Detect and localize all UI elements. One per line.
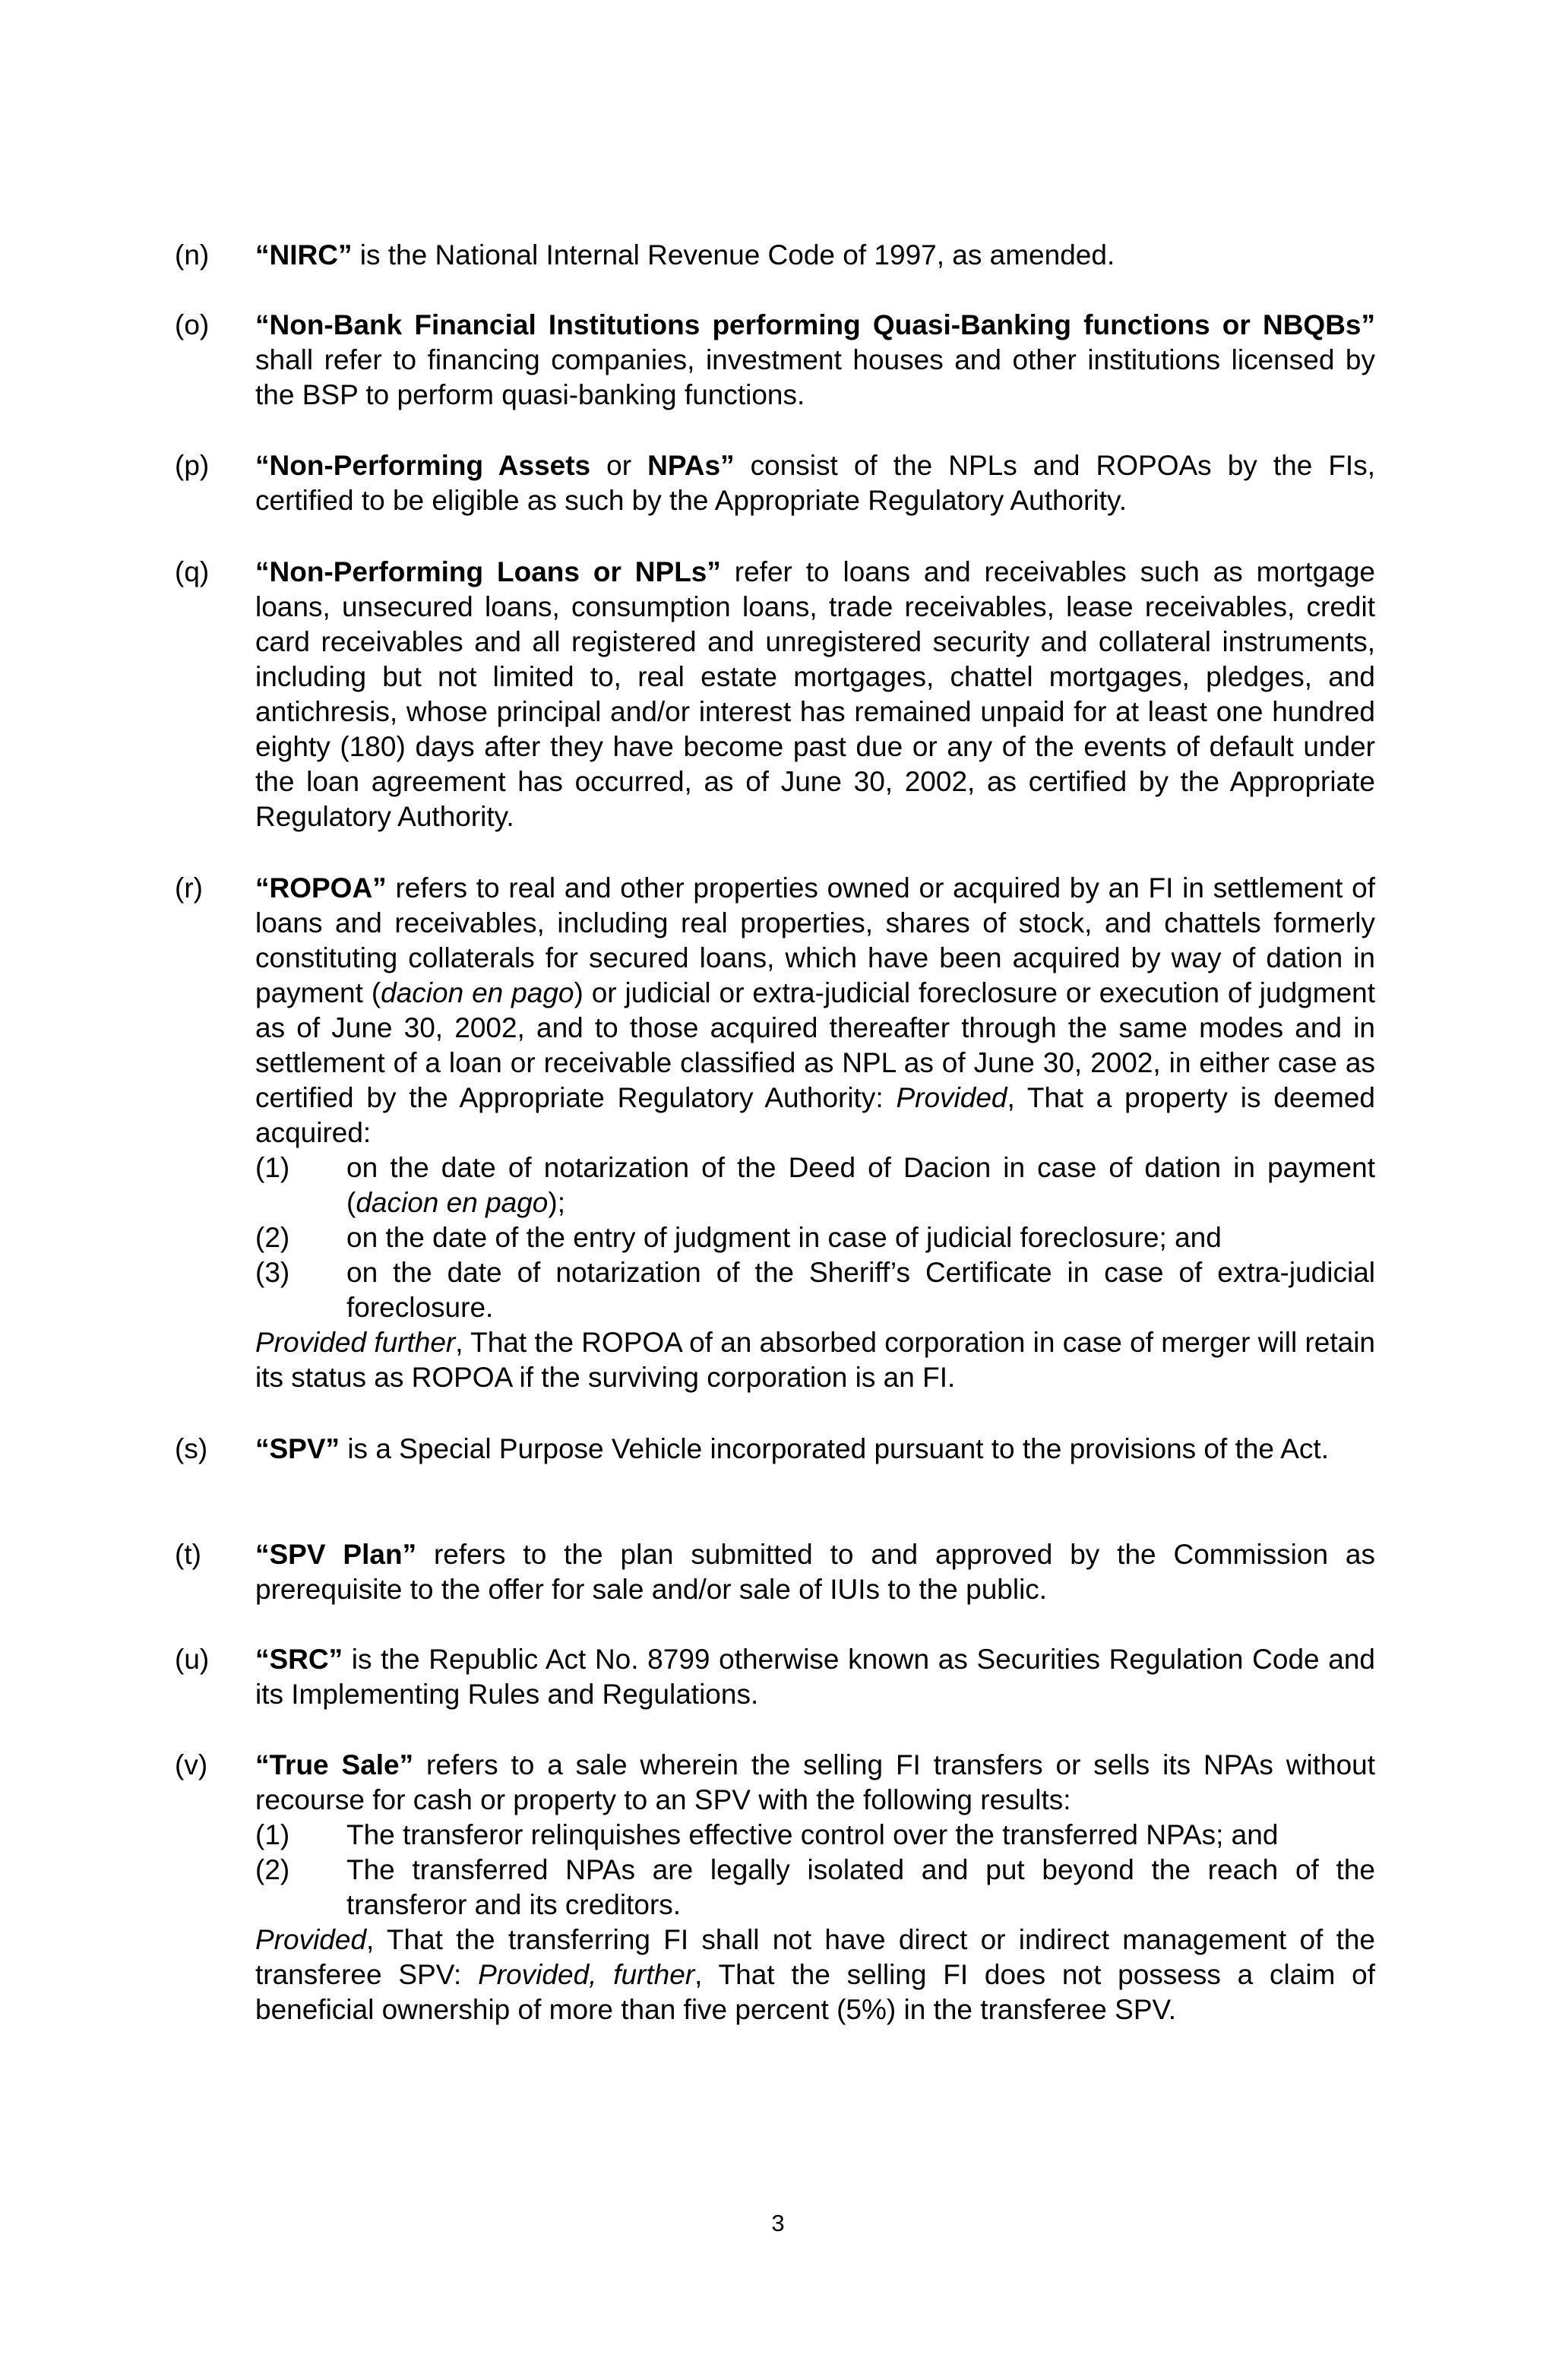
definition-text: “SRC” is the Republic Act No. 8799 otherwise known as Securities Regulation Code and its Implementing Rules and Regulations.	[255, 1644, 1375, 1710]
defined-term: NPAs”	[647, 450, 735, 481]
definition-spv-plan	[175, 1537, 1375, 1607]
definition-nirc	[175, 238, 1375, 273]
definition-text: “Non-Performing Loans or NPLs” refer to loans and receivables such as mortgage loans, unsecured loans, consumption loans, trade receivables, lease receivables, credit card receivables and all registered and unregistered security and collateral instruments, including but not limited to, real estate mortgages, chattel mortgages, pledges, and antichresis, whose principal and/or interest has remained unpaid for at least one hundred eighty (180) days after they have become past due or any of the events of default under the loan agreement has occurred, as of June 30, 2002, as certified by the Appropriate Regulatory Authority.	[255, 556, 1375, 832]
sub-item: (2) The transferred NPAs are legally isolated and put beyond the reach of the transferor and its creditors.	[255, 1854, 1375, 1920]
definition-true-sale	[175, 1748, 1375, 2027]
defined-term: “SPV Plan”	[255, 1539, 417, 1570]
definition-text: “True Sale” refers to a sale wherein the selling FI transfers or sells its NPAs without recourse for cash or property to an SPV with the following results:	[255, 1749, 1376, 1815]
proviso-text: Provided, That the transferring FI shall not have direct or indirect management of the transferee SPV: Provided, further, That the selling FI does not possess a claim of beneficial ownership of more than five percent (5%) in the transferee SPV.	[255, 1924, 1375, 2025]
sub-item-number: (2)	[255, 1854, 290, 1885]
definition-npas	[175, 448, 1375, 518]
proviso-text: Provided further, That the ROPOA of an absorbed corporation in case of merger will retain its status as ROPOA if the surviving corporation is an FI.	[255, 1327, 1376, 1393]
sub-item-number: (3)	[255, 1257, 290, 1288]
defined-term: “Non-Performing Loans or NPLs”	[255, 556, 721, 587]
definition-label: (p)	[175, 450, 210, 481]
definition-label: (v)	[175, 1749, 208, 1780]
defined-term: “NIRC”	[255, 239, 353, 271]
definition-nbqbs	[175, 308, 1375, 413]
definition-label: (s)	[175, 1433, 208, 1464]
defined-term: “SPV”	[255, 1433, 340, 1464]
definition-src	[175, 1642, 1375, 1712]
definition-npls	[175, 555, 1375, 834]
defined-term: “ROPOA”	[255, 872, 387, 904]
definition-ropoa	[175, 871, 1375, 1395]
definition-label: (q)	[175, 556, 210, 587]
defined-term: “True Sale”	[255, 1749, 414, 1780]
sub-item: (3) on the date of notarization of the Sheriff’s Certificate in case of extra-judicial foreclosure.	[255, 1257, 1375, 1323]
sub-item-number: (2)	[255, 1222, 290, 1253]
sub-item-number: (1)	[255, 1819, 290, 1850]
definition-label: (o)	[175, 309, 210, 340]
page-number: 3	[771, 2210, 785, 2236]
definition-text: “NIRC” is the National Internal Revenue Code of 1997, as amended.	[255, 239, 1115, 271]
sub-item: (1) on the date of notarization of the Deed of Dacion in case of dation in payment (dacion en pago);	[255, 1152, 1375, 1218]
definition-text: “Non-Performing Assets or NPAs” consist of the NPLs and ROPOAs by the FIs, certified to be eligible as such by the Appropriate Regulatory Authority.	[255, 450, 1375, 516]
definition-text: “Non-Bank Financial Institutions performing Quasi-Banking functions or NBQBs” shall refer to financing companies, investment houses and other institutions licensed by the BSP to perform quasi-banking functions.	[255, 309, 1375, 410]
definition-label: (t)	[175, 1539, 201, 1570]
sub-item-number: (1)	[255, 1152, 290, 1183]
defined-term: “Non-Performing Assets	[255, 450, 591, 481]
definition-spv	[175, 1432, 1375, 1467]
definition-label: (n)	[175, 239, 210, 271]
definition-text: “SPV Plan” refers to the plan submitted to and approved by the Commission as prerequisite to the offer for sale and/or sale of IUIs to the public.	[255, 1539, 1376, 1605]
definition-label: (u)	[175, 1644, 210, 1675]
sub-item: (2) on the date of the entry of judgment in case of judicial foreclosure; and	[255, 1220, 1375, 1255]
definition-text: “SPV” is a Special Purpose Vehicle incorporated pursuant to the provisions of the Act.	[255, 1433, 1329, 1464]
definition-label: (r)	[175, 872, 203, 904]
definition-text: “ROPOA” refers to real and other properties owned or acquired by an FI in settlement of loans and receivables, including real properties, shares of stock, and chattels formerly constituting collaterals for secured loans, which have been acquired by way of dation in payment (dacion en pago) or judicial or extra-judicial foreclosure or execution of judgment as of June 30, 2002, and to those acquired thereafter through the same modes and in settlement of a loan or receivable classified as NPL as of June 30, 2002, in either case as certified by the Appropriate Regulatory Authority: Provided, That a property is deemed acquired:	[255, 872, 1376, 1148]
defined-term: “SRC”	[255, 1644, 343, 1675]
sub-item: (1) The transferor relinquishes effective control over the transferred NPAs; and	[255, 1818, 1375, 1853]
defined-term: “Non-Bank Financial Institutions performing Quasi-Banking functions or NBQBs”	[255, 309, 1375, 340]
